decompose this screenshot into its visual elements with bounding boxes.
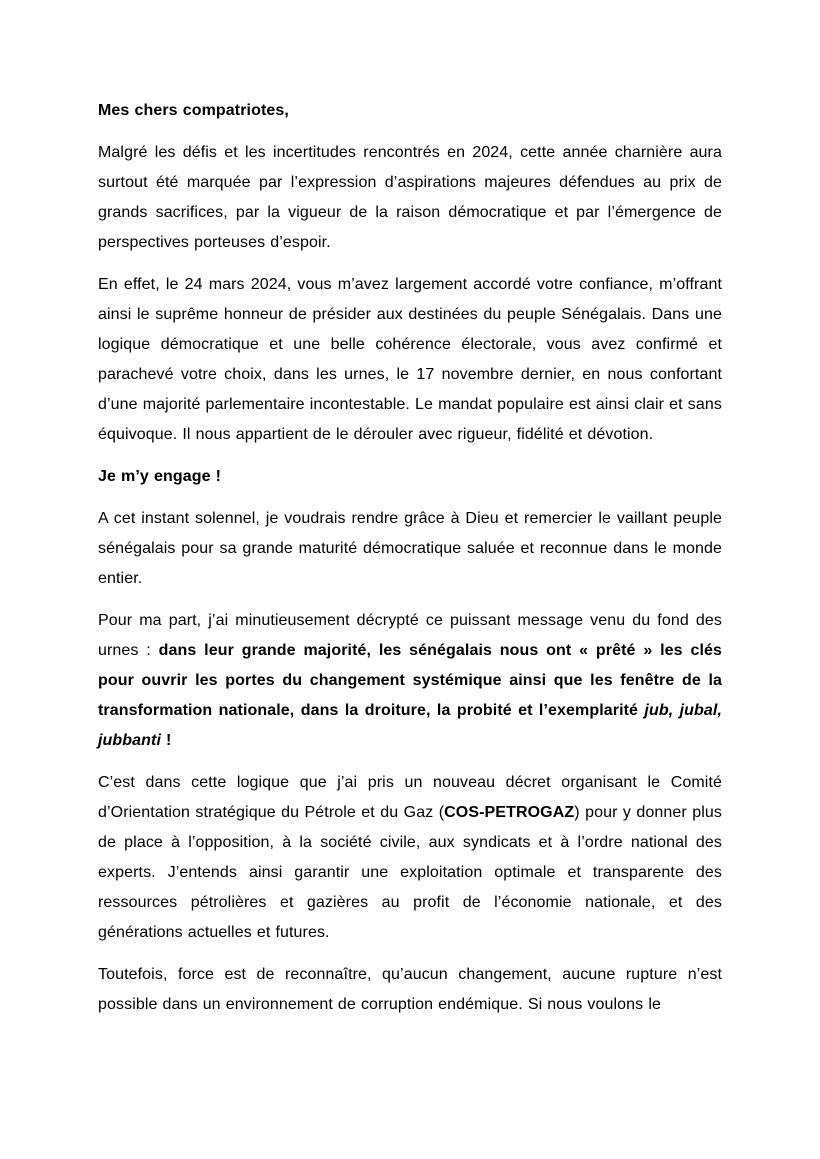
paragraph-text-regular: ) pour y donner plus de place à l’opposition, à la société civile, aux syndicats et à l’ordre national des experts. J’entends ainsi garantir une exploitation optimale et transparente des ressources pétrolières et gazières au profit de l’économie nationale, et des générations actuelles et futures.: [98, 804, 722, 941]
paragraph-text: En effet, le 24 mars 2024, vous m’avez largement accordé votre confiance, m’offrant ainsi le suprême honneur de présider aux destinées du peuple Sénégalais. Dans une logique démocratique et une belle cohérence électorale, vous avez confirmé et parachevé votre choix, dans les urnes, le 17 novembre dernier, en nous confortant d’une majorité parlementaire incontestable. Le mandat populaire est ainsi clair et sans équivoque. Il nous appartient de le dérouler avec rigueur, fidélité et dévotion.: [98, 276, 722, 443]
paragraph-text: Malgré les défis et les incertitudes rencontrés en 2024, cette année charnière aura surtout été marquée par l’expression d’aspirations majeures défendues au prix de grands sacrifices, par la vigueur de la raison démocratique et par l’émergence de perspectives porteuses d’espoir.: [98, 144, 722, 251]
paragraph-text-bold: COS-PETROGAZ: [444, 804, 575, 821]
paragraph-text-bold: dans leur grande majorité, les sénégalais nous ont « prêté » les clés pour ouvrir les portes du changement systémique ainsi que les fenêtre de la transformation nationale, dans la droiture, la probité et l’exemplarité: [98, 642, 722, 719]
paragraph-bilan-2024: [98, 138, 722, 258]
paragraph-text-bold-italic: jub, jubal, jubbanti: [98, 702, 722, 749]
salutation-heading: [98, 96, 722, 126]
paragraph-cos-petrogaz: [98, 768, 722, 948]
engagement-text: Je m’y engage !: [98, 468, 222, 485]
salutation-text: Mes chers compatriotes,: [98, 102, 289, 119]
paragraph-text-regular: Pour ma part, j’ai minutieusement décrypté ce puissant message venu du fond des urnes :: [98, 612, 722, 659]
paragraph-elections: [98, 270, 722, 450]
paragraph-text: A cet instant solennel, je voudrais rendre grâce à Dieu et remercier le vaillant peuple sénégalais pour sa grande maturité démocratique saluée et reconnue dans le monde entier.: [98, 510, 722, 587]
paragraph-corruption: [98, 960, 722, 1020]
paragraph-grace-a-dieu: [98, 504, 722, 594]
paragraph-text-regular: C’est dans cette logique que j’ai pris un nouveau décret organisant le Comité d’Orientation stratégique du Pétrole et du Gaz (: [98, 774, 722, 821]
paragraph-text-bold: !: [161, 732, 172, 749]
paragraph-message-des-urnes: [98, 606, 722, 756]
paragraph-text: Toutefois, force est de reconnaître, qu’aucun changement, aucune rupture n’est possible dans un environnement de corruption endémique. Si nous voulons le: [98, 966, 722, 1013]
engagement-heading: [98, 462, 722, 492]
